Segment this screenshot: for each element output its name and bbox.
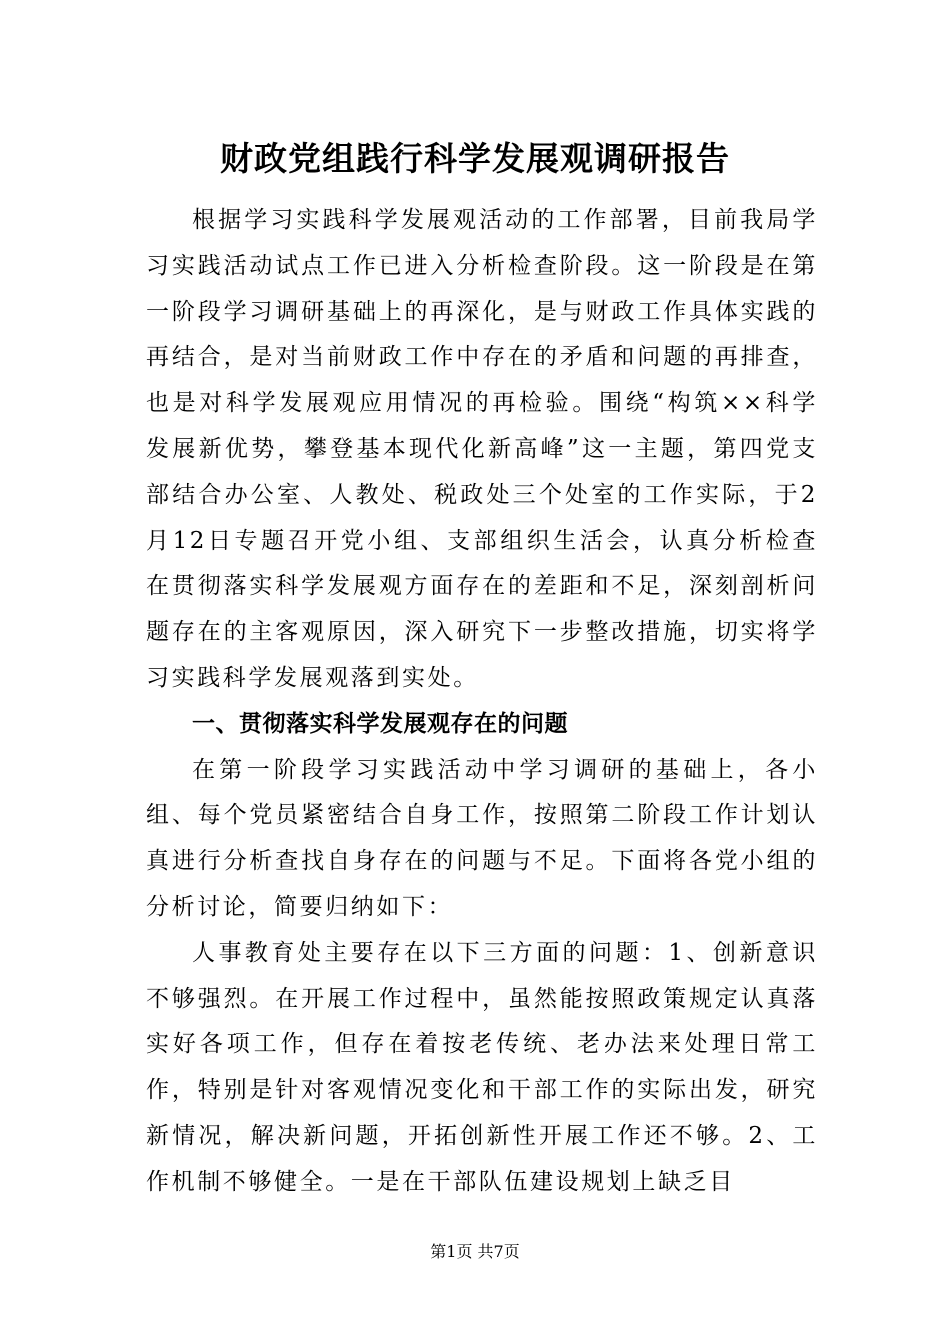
page-total: 共7页	[477, 1242, 520, 1261]
section-paragraph-1: 在第一阶段学习实践活动中学习调研的基础上，各小组、每个党员紧密结合自身工作，按照第二阶段工作计划认真进行分析查找自身存在的问题与不足。下面将各党小组的分析讨论，简要归纳如下：	[146, 756, 818, 920]
document-title: 财政党组践行科学发展观调研报告	[220, 139, 730, 178]
intro-paragraph: 根据学习实践科学发展观活动的工作部署，目前我局学习实践活动试点工作已进入分析检查阶段。这一阶段是在第一阶段学习调研基础上的再深化，是与财政工作具体实践的再结合，是对当前财政工作中存在的矛盾和问题的再排查，也是对科学发展观应用情况的再检验。围绕“构筑××科学发展新优势，攀登基本现代化新高峰”这一主题，第四党支部结合办公室、人教处、税政处三个处室的工作实际，于2月12日专题召开党小组、支部组织生活会，认真分析检查在贯彻落实科学发展观方面存在的差距和不足，深刻剖析问题存在的主客观原因，深入研究下一步整改措施，切实将学习实践科学发展观落到实处。	[146, 207, 818, 691]
section-paragraph-2: 人事教育处主要存在以下三方面的问题：1、创新意识不够强烈。在开展工作过程中，虽然能按照政策规定认真落实好各项工作，但存在着按老传统、老办法来处理日常工作，特别是针对客观情况变化和干部工作的实际出发，研究新情况，解决新问题，开拓创新性开展工作还不够。2、工作机制不够健全。一是在干部队伍建设规划上缺乏目	[146, 939, 818, 1195]
page-footer	[0, 1240, 950, 1264]
page-number: 第1页	[430, 1242, 473, 1261]
document-body	[146, 198, 818, 1206]
section-heading: 一、贯彻落实科学发展观存在的问题	[192, 710, 568, 737]
